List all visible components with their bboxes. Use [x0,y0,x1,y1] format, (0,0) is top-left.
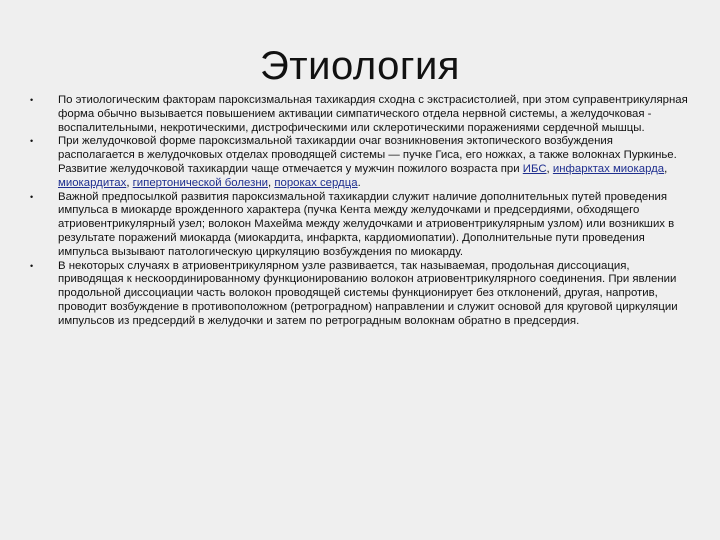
item-text-end: . [357,176,361,189]
separator: , [546,162,553,175]
bullet-icon: • [30,95,34,105]
bullet-list [30,94,690,329]
separator: , [664,162,668,175]
link-heart-defects[interactable]: пороках сердца [274,176,358,189]
link-hypertension[interactable]: гипертонической болезни [132,176,268,189]
list-item [30,191,690,260]
link-myocarditis[interactable]: миокардитах [58,176,127,189]
separator: , [268,176,275,189]
list-item [30,260,690,329]
item-text: При желудочковой форме пароксизмальной тахикардии очаг возникновения эктопического возбуждения располагается в желудочковых отделах проводящей системы — пучке Гиса, его ножках, а также волокнах Пуркинье. Развитие желудочковой тахикардии чаще отмечается у мужчин пожилого возраста при [58,135,677,175]
slide-title: Этиология [260,44,460,88]
item-text: По этиологическим факторам пароксизмальная тахикардия сходна с экстрасистолией, при этом суправентрикулярная форма обычно вызывается повышением активации симпатического отдела нервной системы, а желудочковая - воспалительными, некротическими, дистрофическими или склеротическими поражениями сердечной мышцы. [58,94,688,134]
link-ibs[interactable]: ИБС [522,162,547,175]
bullet-icon: • [30,260,34,271]
item-text: В некоторых случаях в атриовентрикулярном узле развивается, так называемая, продольная диссоциация, приводящая к нескоординированному функционированию волокон атриовентрикулярного соединения. При явлении продольной диссоциации часть волокон проводящей системы функционирует без отклонений, другая, напротив, проводит возбуждение в противоположном (ретроградном) направлении и служит основой для круговой циркуляции импульсов из предсердий в желудочки и затем по ретроградным волокнам обратно в предсердия. [58,259,678,327]
separator: , [126,176,133,189]
item-text: Важной предпосылкой развития пароксизмальной тахикардии служит наличие дополнительных путей проведения импульса в миокарде врожденного характера (пучка Кента между желудочками и предсердиями, обходящего атриовентрикулярный узел; волокон Махейма между желудочками и атриовентрикулярным узлом) или возникших в результате поражений миокарда (миокардита, инфаркта, кардиомиопатии). Дополнительные пути проведения импульса вызывают патологическую циркуляцию возбуждения по миокарду. [58,190,675,258]
link-myocardial-infarction[interactable]: инфарктах миокарда [552,162,665,175]
bullet-icon: • [30,191,34,202]
list-item [30,135,690,190]
bullet-icon: • [30,136,34,147]
list-item [30,94,690,135]
